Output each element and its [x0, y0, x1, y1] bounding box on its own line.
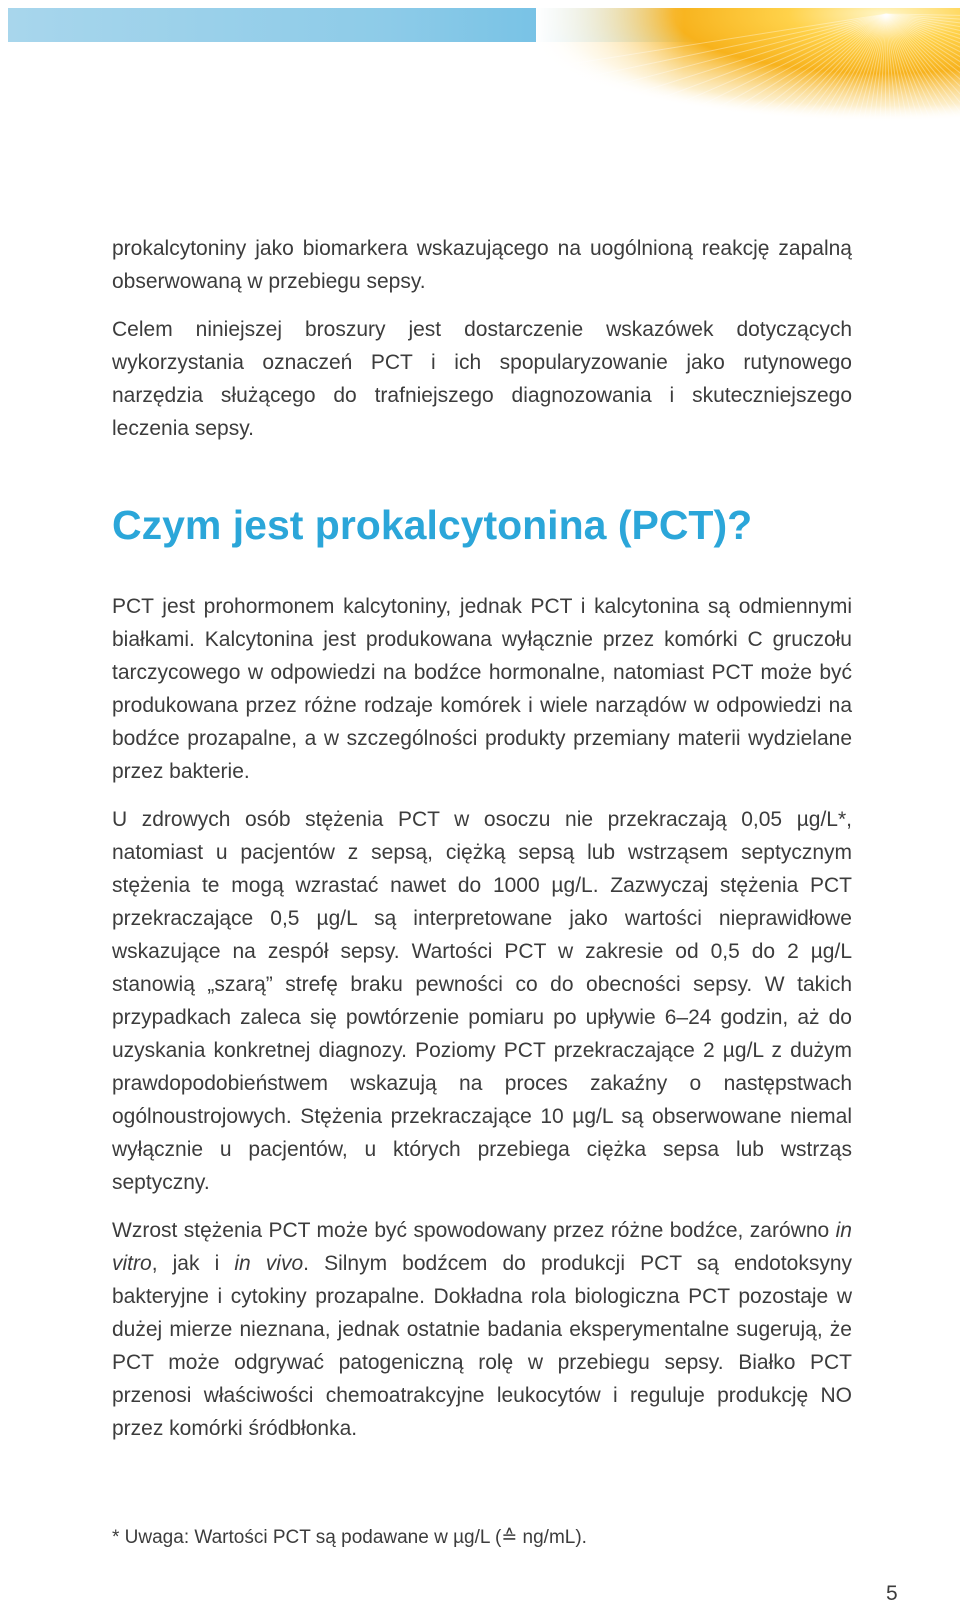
body-paragraph-2: U zdrowych osób stężenia PCT w osoczu nie przekraczają 0,05 µg/L*, natomiast u pacjentów z sepsą, ciężką sepsą lub wstrząsem septycznym stężenia te mogą wzrastać nawet do 1000 µg/L. Zazwyczaj stężenia PCT przekraczające 0,5 µg/L są interpretowane jako wartości nieprawidłowe wskazujące na zespół sepsy. Wartości PCT w zakresie od 0,5 do 2 µg/L stanowią „szarą” strefę braku pewności co do obecności sepsy. W takich przypadkach zaleca się powtórzenie pomiaru po upływie 6–24 godzin, aż do uzyskania konkretnej diagnozy. Poziomy PCT przekraczające 2 µg/L z dużym prawdopodobieństwem wskazują na proces zakaźny o następstwach ogólnoustrojowych. Stężenia przekraczające 10 µg/L są obserwowane niemal wyłącznie u pacjentów, u których przebiega ciężka sepsa lub wstrząs septyczny. [112, 808, 852, 1194]
intro-paragraph-2: Celem niniejszej broszury jest dostarczenie wskazówek dotyczących wykorzystania oznaczeń PCT i ich spopularyzowanie jako rutynowego narzędzia służącego do trafniejszego diagnozowania i skuteczniejszego leczenia sepsy. [112, 318, 852, 440]
body-paragraph-3-part-a: Wzrost stężenia PCT może być spowodowany przez różne bodźce, zarówno [112, 1219, 836, 1242]
page-number: 5 [886, 1582, 898, 1605]
section-body [112, 590, 852, 1445]
body-paragraph-3-part-c: . Silnym bodźcem do produkcji PCT są endotoksyny bakteryjne i cytokiny prozapalne. Dokładna rola biologiczna PCT pozostaje w dużej mierze nieznana, jednak ostatnie badania eksperymentalne sugerują, że PCT może odgrywać patogeniczną rolę w przebiegu sepsy. Białko PCT przenosi właściwości chemoatrakcyjne leukocytów i reguluje produkcję NO przez komórki śródbłonka. [112, 1252, 852, 1440]
footnote: * Uwaga: Wartości PCT są podawane w µg/L (≙ ng/mL). [112, 1527, 587, 1548]
sun-rays-graphic [536, 8, 960, 128]
in-vivo-term: in vivo [234, 1252, 304, 1275]
header-banner [8, 8, 960, 128]
intro-text [112, 232, 852, 445]
intro-paragraph-1: prokalcytoniny jako biomarkera wskazującego na uogólnioną reakcję zapalną obserwowaną w przebiegu sepsy. [112, 237, 852, 293]
in-vitro-term: in vitro [112, 1219, 852, 1275]
section-heading: Czym jest prokalcytonina (PCT)? [112, 502, 753, 548]
body-paragraph-3 [112, 1214, 852, 1445]
body-paragraph-1: PCT jest prohormonem kalcytoniny, jednak PCT i kalcytonina są odmiennymi białkami. Kalcytonina jest produkowana wyłącznie przez komórki C gruczołu tarczycowego w odpowiedzi na bodźce hormonalne, natomiast PCT może być produkowana przez różne rodzaje komórek i wiele narządów w odpowiedzi na bodźce prozapalne, a w szczególności produkty przemiany materii wydzielane przez bakterie. [112, 595, 852, 783]
body-paragraph-3-part-b: , jak i [151, 1252, 235, 1275]
